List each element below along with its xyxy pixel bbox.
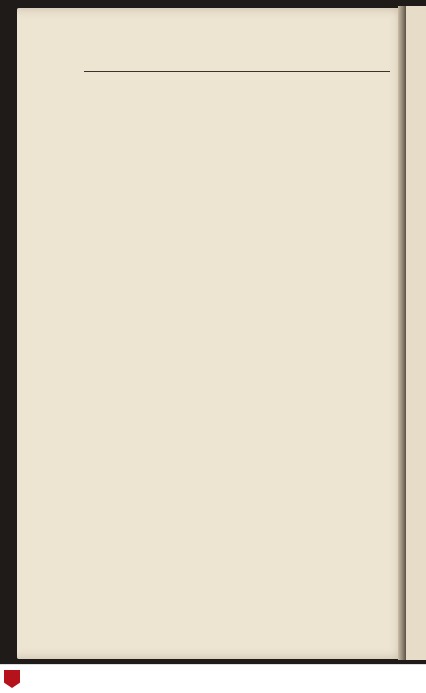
page-header — [84, 48, 394, 70]
drop-cap — [80, 294, 114, 336]
book-gutter — [398, 6, 406, 660]
viewer-footer — [0, 664, 426, 693]
library-logo-icon — [4, 670, 20, 688]
right-page-edge — [406, 6, 426, 660]
left-page — [17, 8, 406, 659]
header-rule — [84, 71, 390, 72]
